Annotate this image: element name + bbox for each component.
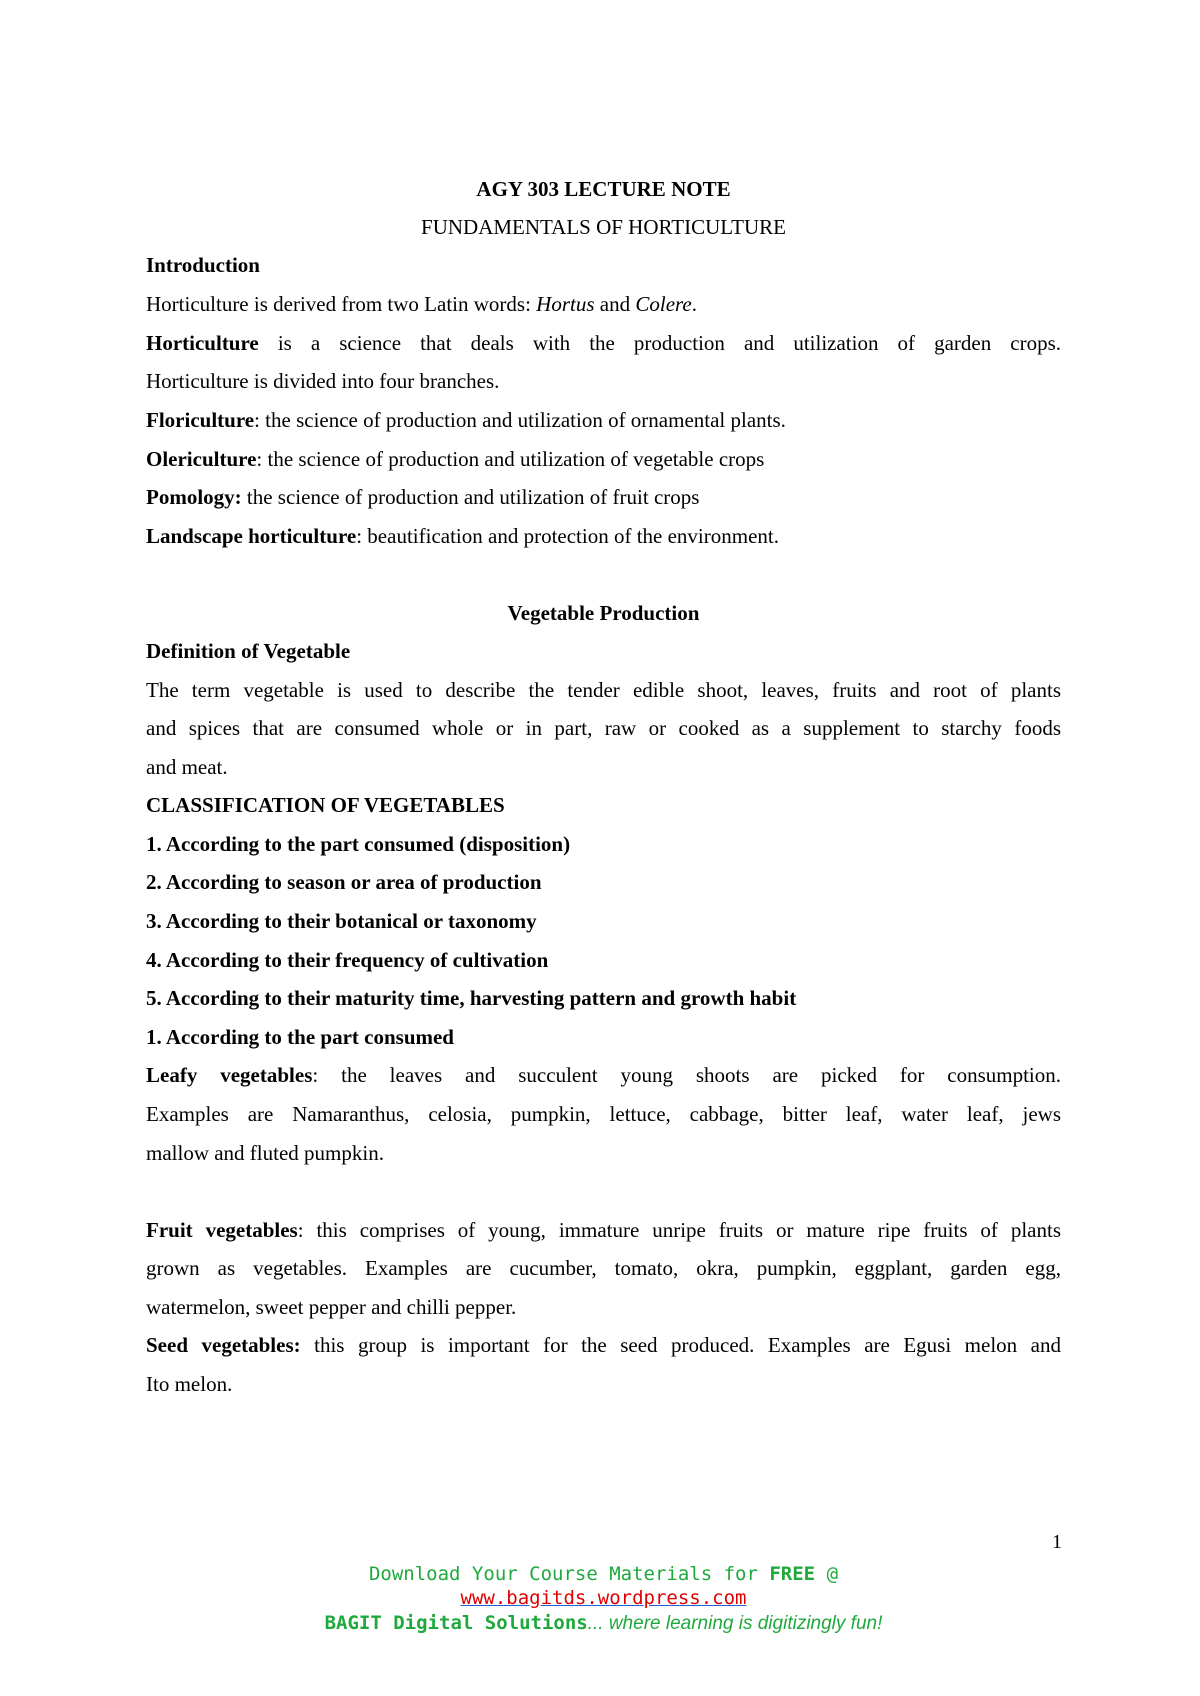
term-seed-vegetables: Seed vegetables: [146,1333,301,1357]
footer-free: FREE [769,1563,816,1585]
classification-item: 5. According to their maturity time, harvesting pattern and growth habit [146,986,797,1010]
seed-vegetables-line-1: Seed vegetables: this group is important for the seed produced. Examples are Egusi melon and [146,1333,1061,1357]
leafy-vegetables-line-1: Leafy vegetables: the leaves and succulent young shoots are picked for consumption. [146,1063,1062,1087]
horticulture-definition-line-2: Horticulture is divided into four branches. [146,369,500,393]
classification-item: 1. According to the part consumed (disposition) [146,832,571,856]
definition-heading: Definition of Vegetable [146,639,351,663]
classification-item: 3. According to their botanical or taxonomy [146,909,537,933]
footer-link-line [146,1586,1061,1610]
intro-heading: Introduction [146,253,260,277]
fruit-vegetables-line-2: grown as vegetables. Examples are cucumber, tomato, okra, pumpkin, eggplant, garden egg, [146,1256,1061,1280]
footer-download-line: Download Your Course Materials for FREE @ [368,1563,839,1585]
fruit-vegetables-line-1: Fruit vegetables: this comprises of young, immature unripe fruits or mature ripe fruits of plants [146,1218,1062,1242]
leafy-vegetables-line-2: Examples are Namaranthus, celosia, pumpkin, lettuce, cabbage, bitter leaf, water leaf, jews [146,1102,1061,1126]
footer-tagline: ... where learning is digitizingly fun! [587,1613,883,1634]
document-title: AGY 303 LECTURE NOTE [476,177,731,201]
latin-word-hortus: Hortus [536,292,595,316]
footer-brand: BAGIT Digital Solutions [324,1612,588,1634]
branch-floriculture: Floriculture: the science of production and utilization of ornamental plants. [146,408,786,432]
footer-brand-line [146,1611,1061,1636]
intro-paragraph: Horticulture is derived from two Latin words: Hortus and Colere. [146,292,697,316]
term-fruit-vegetables: Fruit vegetables [146,1218,298,1242]
vegetable-production-heading: Vegetable Production [507,601,700,625]
term-horticulture: Horticulture [146,331,259,355]
classification-item: 2. According to season or area of production [146,870,542,894]
classification-heading: CLASSIFICATION OF VEGETABLES [146,793,505,817]
branch-olericulture: Olericulture: the science of production and utilization of vegetable crops [146,447,765,471]
fruit-vegetables-line-3: watermelon, sweet pepper and chilli pepper. [146,1295,517,1319]
leafy-vegetables-line-3: mallow and fluted pumpkin. [146,1141,384,1165]
seed-vegetables-line-2: Ito melon. [146,1372,233,1396]
part-consumed-subheading: 1. According to the part consumed [146,1025,454,1049]
horticulture-definition-line-1: Horticulture is a science that deals with the production and utilization of garden crops. [146,331,1061,355]
footer-website-link[interactable]: www.bagitds.wordpress.com [460,1587,747,1609]
branch-pomology: Pomology: the science of production and utilization of fruit crops [146,485,700,509]
document-subtitle: FUNDAMENTALS OF HORTICULTURE [421,215,786,239]
definition-line-3: and meat. [146,755,228,779]
branch-landscape-horticulture: Landscape horticulture: beautification and protection of the environment. [146,524,779,548]
classification-item: 4. According to their frequency of cultivation [146,948,549,972]
term-leafy-vegetables: Leafy vegetables [146,1063,313,1087]
definition-line-2: and spices that are consumed whole or in part, raw or cooked as a supplement to starchy foods [146,716,1061,740]
page-number: 1 [1052,1531,1062,1553]
latin-word-colere: Colere [635,292,692,316]
definition-line-1: The term vegetable is used to describe the tender edible shoot, leaves, fruits and root of plants [146,678,1061,702]
